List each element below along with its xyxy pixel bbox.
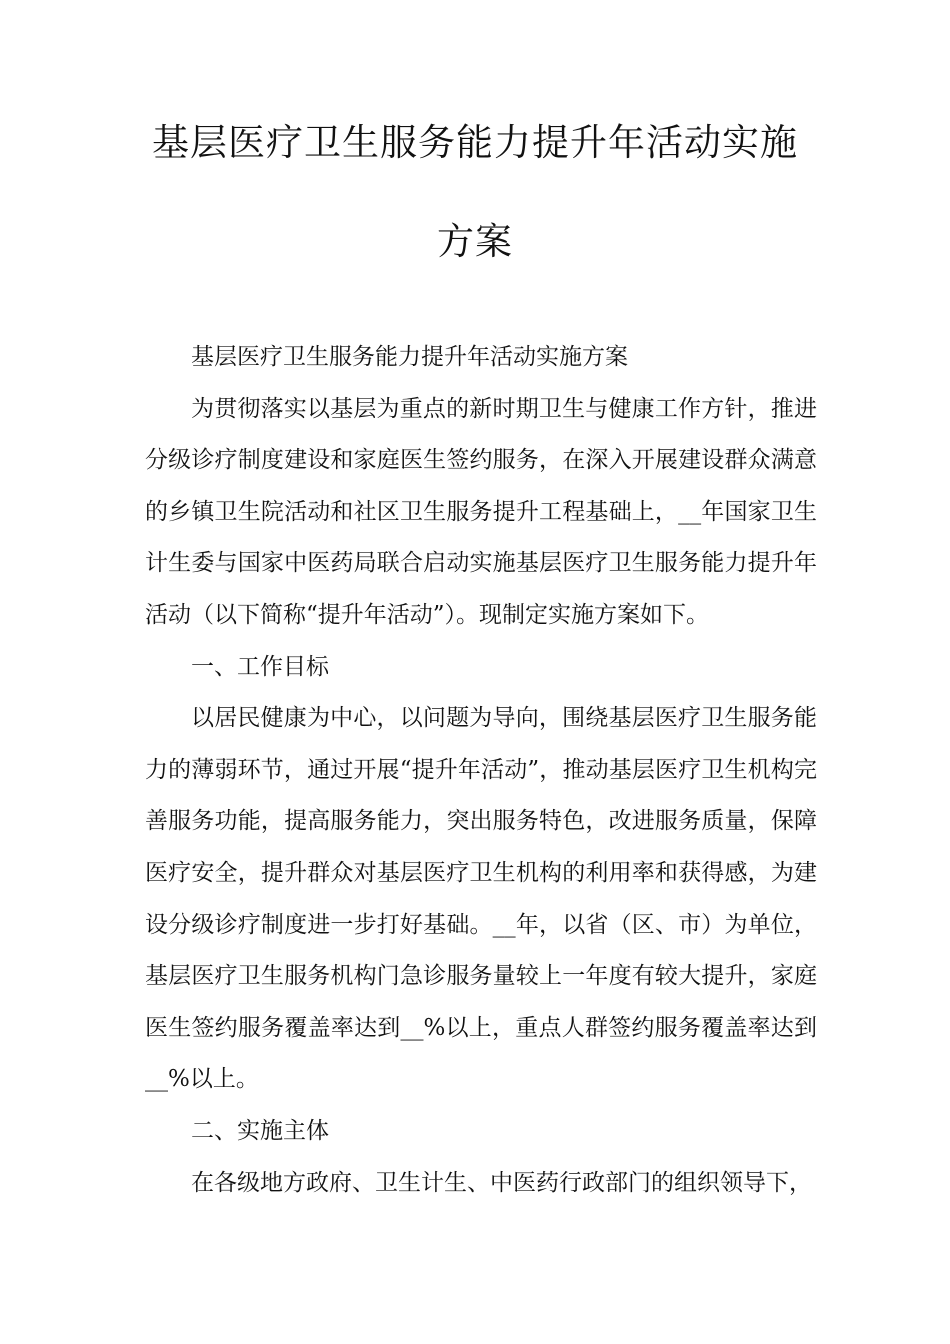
document-title-line-2: 方案	[437, 220, 513, 263]
intro-paragraph: 为贯彻落实以基层为重点的新时期卫生与健康工作方针，推进分级诊疗制度建设和家庭医生签约服务，在深入开展建设群众满意的乡镇卫生院活动和社区卫生服务提升工程基础上，__年国家卫生计生委与国家中医药局联合启动实施基层医疗卫生服务能力提升年活动（以下简称“提升年活动”）。现制定实施方案如下。	[145, 395, 817, 628]
section-heading-goals: 一、工作目标	[191, 653, 329, 680]
goals-paragraph: 以居民健康为中心，以问题为导向，围绕基层医疗卫生服务能力的薄弱环节，通过开展“提升年活动”，推动基层医疗卫生机构完善服务功能，提高服务能力，突出服务特色，改进服务质量，保障医疗安全，提升群众对基层医疗卫生机构的利用率和获得感，为建设分级诊疗制度进一步打好基础。__年，以省（区、市）为单位，基层医疗卫生服务机构门急诊服务量较上一年度有较大提升，家庭医生签约服务覆盖率达到__%以上，重点人群签约服务覆盖率达到__%以上。	[145, 705, 817, 1093]
document-body	[145, 332, 817, 1209]
subtitle-paragraph: 基层医疗卫生服务能力提升年活动实施方案	[191, 344, 628, 370]
section-heading-subject: 二、实施主体	[191, 1117, 329, 1144]
subject-paragraph: 在各级地方政府、卫生计生、中医药行政部门的组织领导下，	[191, 1169, 812, 1196]
document-title-line-1: 基层医疗卫生服务能力提升年活动实施	[152, 121, 798, 164]
